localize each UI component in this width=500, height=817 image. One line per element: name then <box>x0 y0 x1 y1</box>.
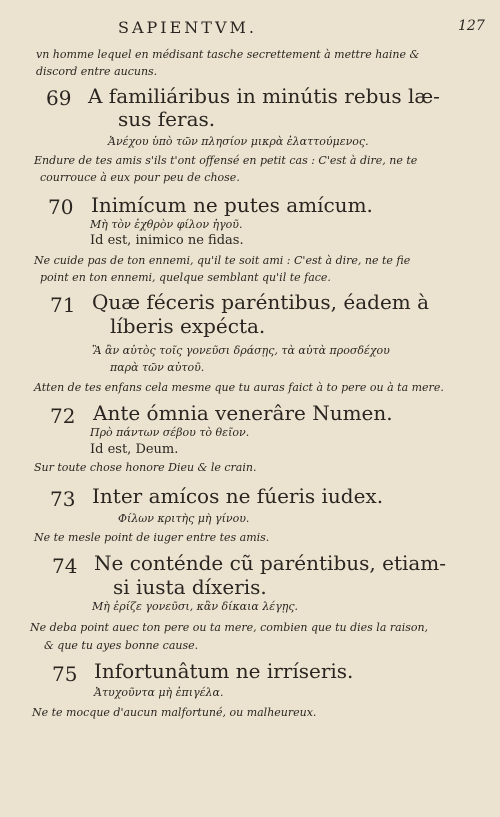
greek-line: Φίλων κριτὴς μὴ γίνου. <box>118 512 250 525</box>
greek-line: Ἀνέχου ὑπὸ τῶν πλησίον μικρὰ ἐλαττούμενος. <box>108 135 369 148</box>
greek-line: Ἃ ἂν αὐτὸς τοῖς γονεῦσι δράσῃς, τὰ αὐτὰ προσδέχου <box>92 344 390 357</box>
french-line: Ne cuide pas de ton ennemi, qu'il te soit ami : C'est à dire, ne te fie <box>34 254 411 267</box>
entry-number: 70 <box>48 195 74 219</box>
french-line: Ne te mesle point de iuger entre tes amis. <box>34 531 270 544</box>
greek-line: παρὰ τῶν αὐτοῦ. <box>110 361 205 374</box>
latin-line: A familiáribus in minútis rebus læ- <box>88 84 440 108</box>
french-line: point en ton ennemi, quelque semblant qu'il te face. <box>40 271 331 284</box>
running-header: SAPIENTVM. <box>118 18 257 37</box>
french-line: vn homme lequel en médisant tasche secrettement à mettre haine & <box>36 48 420 61</box>
french-line: discord entre aucuns. <box>36 65 158 78</box>
id-est-line: Id est, Deum. <box>90 442 179 457</box>
french-line: Sur toute chose honore Dieu & le crain. <box>34 461 257 474</box>
greek-line: Μὴ ἐρίζε γονεῦσι, κἂν δίκαια λέγῃς. <box>92 600 299 613</box>
french-line: Endure de tes amis s'ils t'ont offensé en petit cas : C'est à dire, ne te <box>34 154 418 167</box>
french-line: & que tu ayes bonne cause. <box>44 639 199 652</box>
latin-line: Ante ómnia venerâre Numen. <box>93 401 393 425</box>
latin-line: si iusta díxeris. <box>113 575 267 599</box>
latin-line: Inter amícos ne fúeris iudex. <box>92 484 384 508</box>
latin-line: líberis expécta. <box>110 314 266 338</box>
latin-line: Ne conténde cũ paréntibus, etiam- <box>94 551 447 575</box>
latin-line: Infortunâtum ne irríseris. <box>94 659 354 683</box>
page-number: 127 <box>458 18 485 34</box>
greek-line: Πρὸ πάντων σέβου τὸ θεῖον. <box>90 426 250 439</box>
entry-number: 73 <box>50 487 76 511</box>
entry-number: 74 <box>52 554 78 578</box>
french-line: Atten de tes enfans cela mesme que tu auras faict à to pere ou à ta mere. <box>34 381 444 394</box>
entry-number: 71 <box>50 293 76 317</box>
entry-number: 69 <box>46 86 72 110</box>
french-line: Ne te mocque d'aucun malfortuné, ou malheureux. <box>32 706 317 719</box>
french-line: Ne deba point auec ton pere ou ta mere, combien que tu dies la raison, <box>30 621 429 634</box>
id-est-line: Id est, inimico ne fidas. <box>90 233 244 248</box>
latin-line: sus feras. <box>118 107 216 131</box>
french-line: courrouce à eux pour peu de chose. <box>40 171 240 184</box>
greek-line: Ἀτυχοῦντα μὴ ἐπιγέλα. <box>94 686 224 699</box>
latin-line: Quæ féceris paréntibus, éadem à <box>92 290 430 314</box>
latin-line: Inimícum ne putes amícum. <box>91 193 373 217</box>
entry-number: 75 <box>52 662 78 686</box>
entry-number: 72 <box>50 404 76 428</box>
greek-line: Μὴ τὸν ἐχθρὸν φίλον ἡγοῦ. <box>90 218 243 231</box>
